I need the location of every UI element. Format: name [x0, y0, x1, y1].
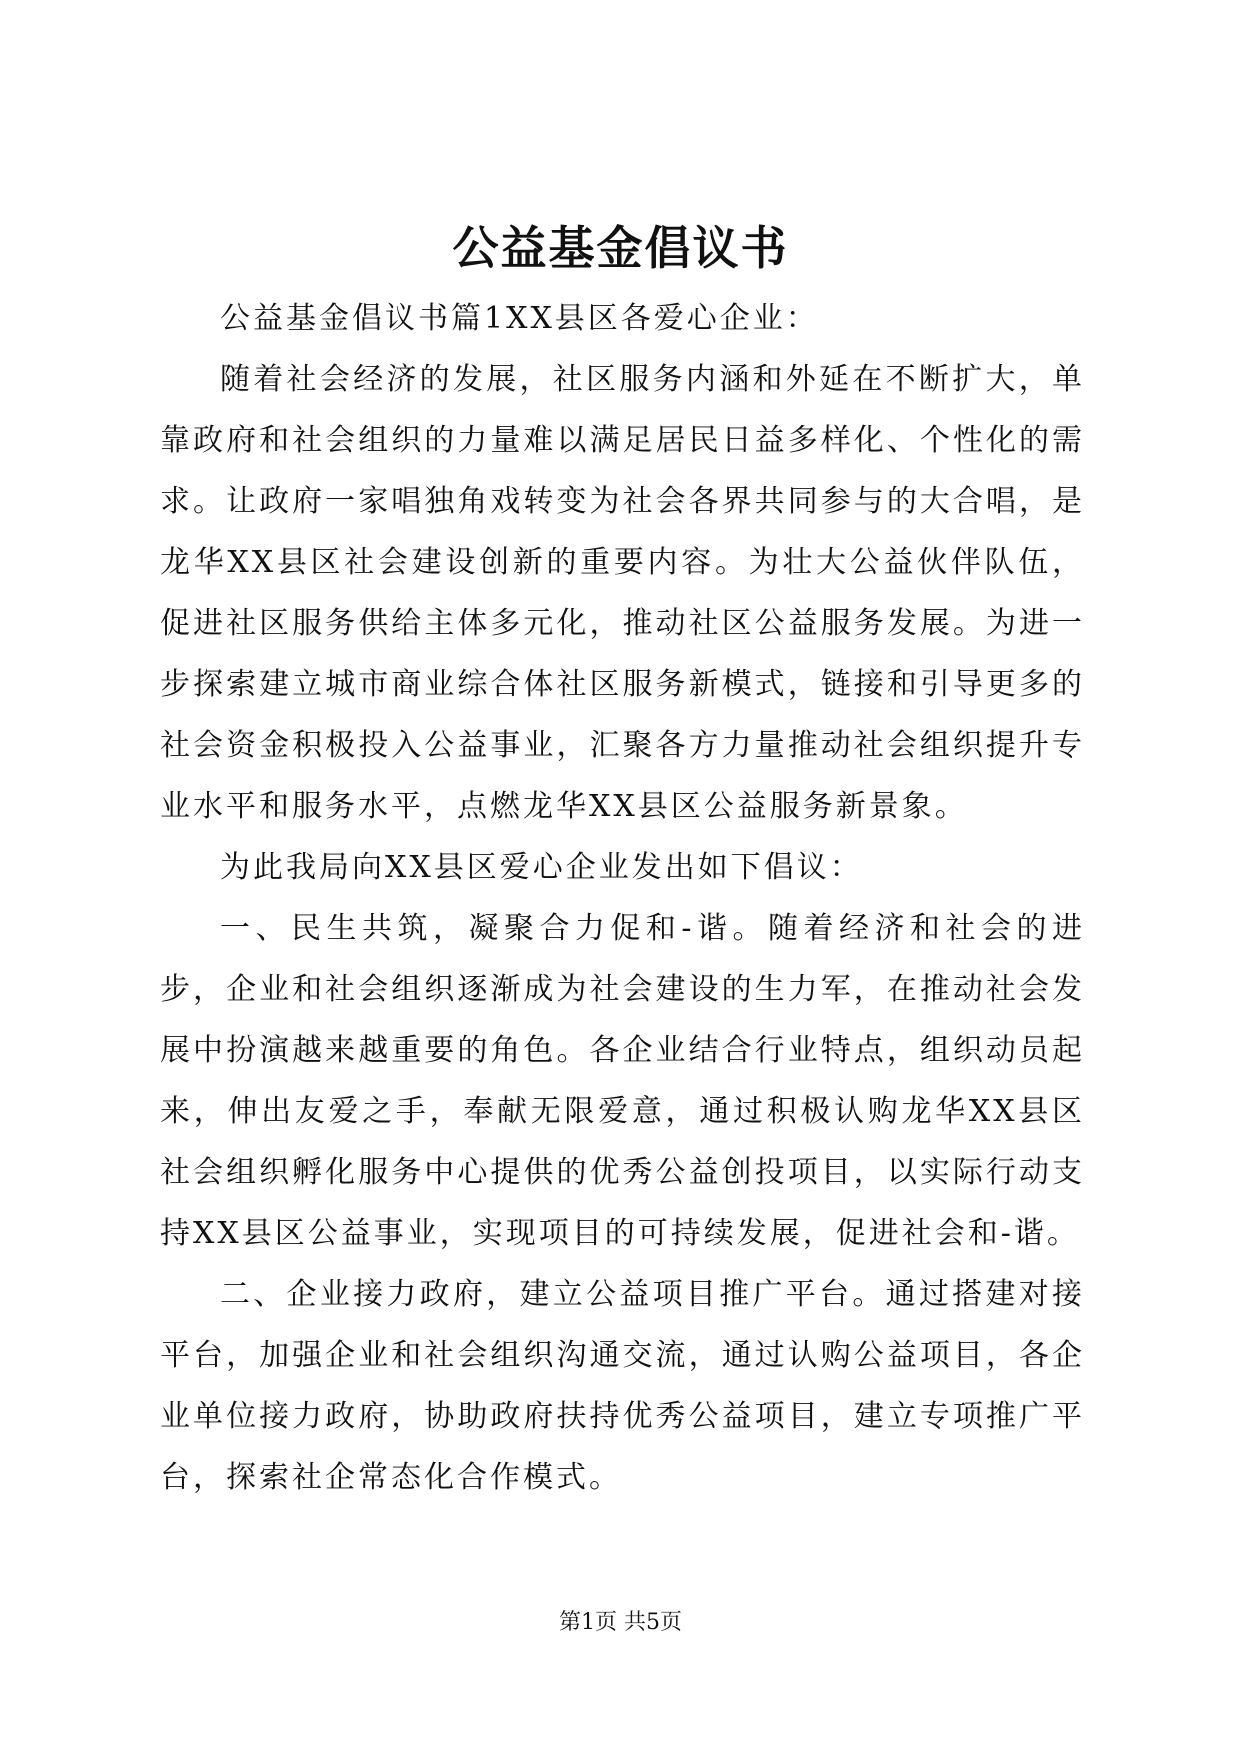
document-title: 公益基金倡议书 [452, 221, 789, 275]
paragraph-proposal-intro: 为此我局向XX县区爱心企业发出如下倡议： [220, 850, 863, 885]
paragraph-item-two: 二、企业接力政府，建立公益项目推广平台。通过搭建对接平台，加强企业和社会组织沟通交流，通过认购公益项目，各企业单位接力政府，协助政府扶持优秀公益项目，建立专项推广平台，探索社企常态化合作模式。 [160, 1277, 1085, 1495]
paragraph-item-one: 一、民生共筑，凝聚合力促和-谐。随着经济和社会的进步，企业和社会组织逐渐成为社会建设的生力军，在推动社会发展中扮演越来越重要的角色。各企业结合行业特点，组织动员起来，伸出友爱之手，奉献无限爱意，通过积极认购龙华XX县区社会组织孵化服务中心提供的优秀公益创投项目，以实际行动支持XX县区公益事业，实现项目的可持续发展，促进社会和-谐。 [160, 911, 1085, 1251]
paragraph-salutation: 公益基金倡议书篇1XX县区各爱心企业： [220, 301, 819, 336]
paragraph-background: 随着社会经济的发展，社区服务内涵和外延在不断扩大，单靠政府和社会组织的力量难以满足居民日益多样化、个性化的需求。让政府一家唱独角戏转变为社会各界共同参与的大合唱，是龙华XX县区社会建设创新的重要内容。为壮大公益伙伴队伍，促进社区服务供给主体多元化，推动社区公益服务发展。为进一步探索建立城市商业综合体社区服务新模式，链接和引导更多的社会资金积极投入公益事业，汇聚各方力量推动社会组织提升专业水平和服务水平，点燃龙华XX县区公益服务新景象。 [160, 362, 1085, 824]
page-number-footer: 第1页 共5页 [559, 1610, 682, 1635]
document-body [160, 288, 1085, 1508]
